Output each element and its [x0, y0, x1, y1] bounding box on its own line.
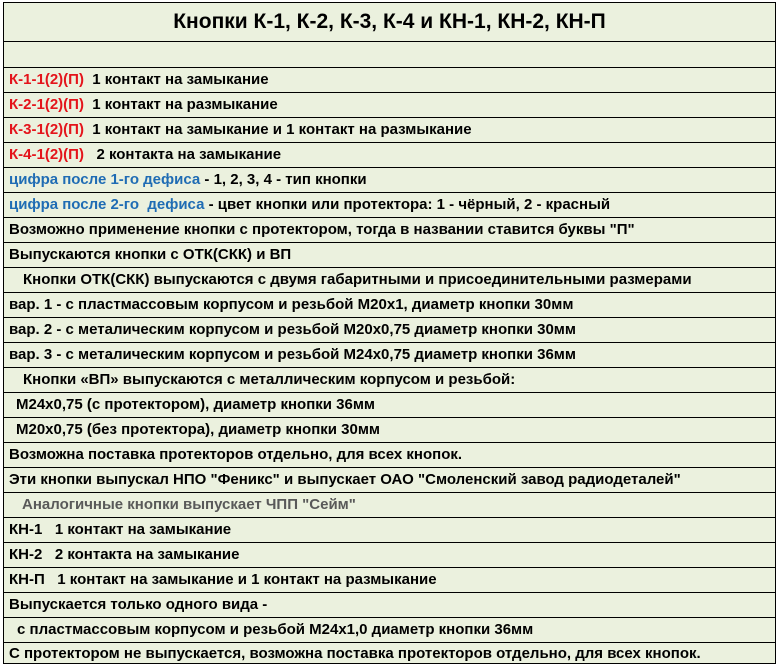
table-row: Аналогичные кнопки выпускает ЧПП "Сейм"	[4, 493, 775, 518]
table-row: Кнопки ОТК(СКК) выпускаются с двумя габаритными и присоединительными размерами	[4, 268, 775, 293]
table-row	[4, 68, 775, 93]
table-row: КН-2 2 контакта на замыкание	[4, 543, 775, 568]
model-code: К-1-1(2)(П)	[9, 71, 84, 88]
empty-row	[4, 42, 775, 68]
legend-term: цифра после 1-го дефиса	[9, 171, 201, 188]
table-row: Кнопки «ВП» выпускаются с металлическим корпусом и резьбой:	[4, 368, 775, 393]
table-title: Кнопки К-1, К-2, К-3, К-4 и КН-1, КН-2, КН-П	[4, 3, 775, 42]
table-row: КН-П 1 контакт на замыкание и 1 контакт на размыкание	[4, 568, 775, 593]
table-row: вар. 3 - с металическим корпусом и резьбой М24х0,75 диаметр кнопки 36мм	[4, 343, 775, 368]
model-description: 1 контакт на замыкание	[83, 71, 269, 88]
table-row: Возможна поставка протекторов отдельно, для всех кнопок.	[4, 443, 775, 468]
model-code: К-3-1(2)(П)	[9, 121, 84, 138]
table-row: Возможно применение кнопки с протектором, тогда в названии ставится буквы "П"	[4, 218, 775, 243]
model-code: К-2-1(2)(П)	[9, 96, 84, 113]
model-description: 1 контакт на замыкание и 1 контакт на размыкание	[83, 121, 472, 138]
table-row: с пластмассовым корпусом и резьбой М24х1,0 диаметр кнопки 36мм	[4, 618, 775, 643]
table-row: вар. 2 - с металическим корпусом и резьбой М20х0,75 диаметр кнопки 30мм	[4, 318, 775, 343]
table-row	[4, 118, 775, 143]
table-row: вар. 1 - с пластмассовым корпусом и резьбой М20х1, диаметр кнопки 30мм	[4, 293, 775, 318]
table-row: Выпускается только одного вида -	[4, 593, 775, 618]
table-row	[4, 93, 775, 118]
model-code: К-4-1(2)(П)	[9, 146, 84, 163]
table-row	[4, 143, 775, 168]
table-row	[4, 193, 775, 218]
table-row	[4, 168, 775, 193]
legend-term: цифра после 2-го дефиса	[9, 196, 205, 213]
table-row: Выпускаются кнопки с ОТК(СКК) и ВП	[4, 243, 775, 268]
table-row: М24х0,75 (с протектором), диаметр кнопки 36мм	[4, 393, 775, 418]
table-row: С протектором не выпускается, возможна поставка протекторов отдельно, для всех кнопок.	[9, 645, 701, 662]
table-row: М20х0,75 (без протектора), диаметр кнопки 30мм	[4, 418, 775, 443]
spreadsheet-table	[3, 2, 776, 664]
legend-description: - цвет кнопки или протектора: 1 - чёрный, 2 - красный	[204, 196, 611, 213]
model-description: 2 контакта на замыкание	[83, 146, 282, 163]
model-description: 1 контакт на размыкание	[83, 96, 278, 113]
table-row: Эти кнопки выпускал НПО "Феникс" и выпускает ОАО "Смоленский завод радиодеталей"	[4, 468, 775, 493]
table-row: КН-1 1 контакт на замыкание	[4, 518, 775, 543]
legend-description: - 1, 2, 3, 4 - тип кнопки	[200, 171, 367, 188]
